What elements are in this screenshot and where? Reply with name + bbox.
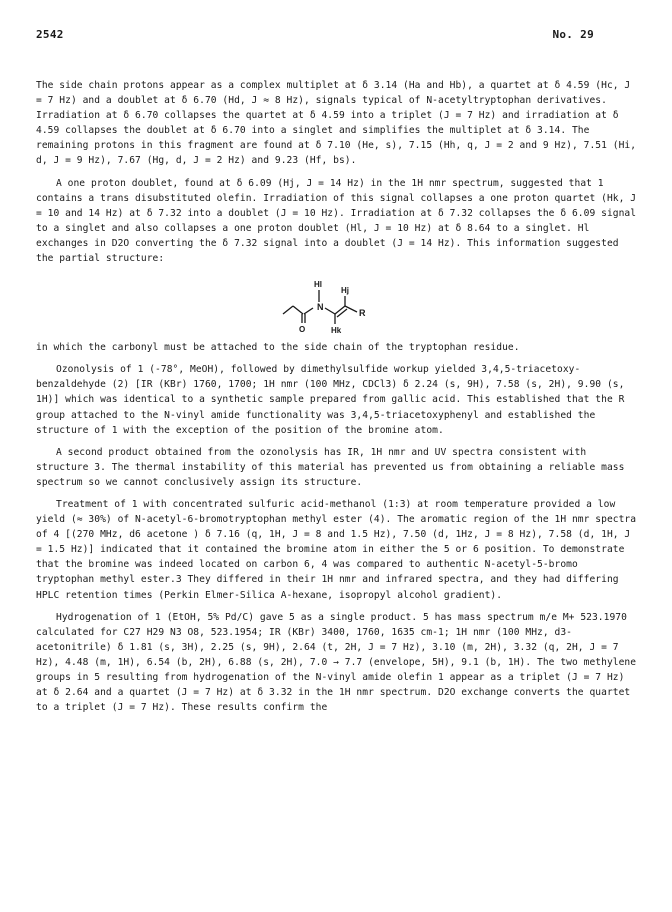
h-top-label: Hl bbox=[314, 280, 322, 290]
h-vinyl-top-label: Hj bbox=[341, 286, 349, 296]
paragraph-second-product: A second product obtained from the ozonolysis has IR, 1H nmr and UV spectra consistent with structure 3. The thermal instability of this material has prevented us from obtaining a reliable mass spectrum so we cannot conclusively assign its structure. bbox=[36, 446, 625, 488]
partial-structure-figure bbox=[36, 272, 638, 340]
paragraph-hydrogenation: Hydrogenation of 1 (EtOH, 5% Pd/C) gave 5 as a single product. 5 has mass spectrum m/e M+ 523.1970 calculated for C27 H29 N3 O8, 523.1954; IR (KBr) 3400, 1760, 1635 cm-1; 1H nmr (100 MHz, d3-acetonitrile) δ 1.81 (s, 3H), 2.25 (s, 9H), 2.64 (t, 2H, J = 7 Hz), 3.10 (m, 2H), 3.32 (q, 2H, J = 7 Hz), 4.48 (m, 1H), 6.54 (b, 2H), 6.88 (s, 2H), 7.0 → 7.7 (envelope, 5H), 9.1 (b, 1H). The two methylene groups in 5 resulting from hydrogenation of the N-vinyl amide olefin 1 appear as a triplet (J = 7 Hz) at δ 2.64 and a quartet (J = 7 Hz) at δ 3.32 in the 1H nmr spectrum. D2O exchange converts the quartet to a triplet (J = 7 Hz). These results confirm the bbox=[36, 611, 637, 714]
paragraph-acid-treatment: Treatment of 1 with concentrated sulfuric acid-methanol (1:3) at room temperature provided a low yield (≈ 30%) of N-acetyl-6-bromotryptophan methyl ester (4). The aromatic region of the 1H nmr spectra of 4 [(270 MHz, d6 acetone ) δ 7.16 (q, 1H, J = 8 and 1.5 Hz), 7.50 (d, 1Hz, J = 8 Hz), 7.58 (d, 1H, J = 1.5 Hz)] indicated that it contained the bromine atom in either the 5 or 6 position. To demonstrate that the bromine was indeed located on carbon 6, 4 was compared to authentic N-acetyl-5-bromo tryptophan methyl ester.3 They differed in their 1H nmr and infrared spectra, and they had differing HPLC retention times (Perkin Elmer-Silica A-hexane, isopropyl alcohol gradient). bbox=[36, 498, 637, 601]
n-atom-label: N bbox=[317, 302, 324, 313]
paragraph-side-chain: The side chain protons appear as a complex multiplet at δ 3.14 (Ha and Hb), a quartet at δ 4.59 (Hc, J = 7 Hz) and a doublet at δ 6.70 (Hd, J ≈ 8 Hz), signals typical of N-acetyltryptophan derivatives. Irradiation at δ 6.70 collapses the quartet at δ 4.59 into a triplet (J = 7 Hz) and irradiation at δ 4.59 collapses the doublet at δ 6.70 into a singlet and simplifies the multiplet at δ 3.14. The remaining protons in this fragment are found at δ 7.10 (He, s), 7.15 (Hh, q, J = 2 and 9 Hz), 7.51 (Hi, d, J = 9 Hz), 7.67 (Hg, d, J = 2 Hz) and 9.23 (Hf, bs). bbox=[36, 80, 637, 167]
h-vinyl-bottom-label: Hk bbox=[331, 326, 342, 336]
paragraph-ozonolysis: Ozonolysis of 1 (-78°, MeOH), followed by dimethylsulfide workup yielded 3,4,5-triacetoxy-benzaldehyde (2) [IR (KBr) 1760, 1700; 1H nmr (100 MHz, CDCl3) δ 2.24 (s, 9H), 7.58 (s, 2H), 9.90 (s, 1H)] which was identical to a synthetic sample prepared from gallic acid. This established that the R group attached to the N-vinyl amide functionality was 3,4,5-triacetoxyphenyl and established the structure of 1 with the exception of the position of the bromine atom. bbox=[36, 364, 625, 436]
partial-structure-drawing bbox=[273, 272, 383, 338]
page-body bbox=[36, 78, 638, 715]
paragraph-carbonyl: in which the carbonyl must be attached to the side chain of the tryptophan residue. bbox=[36, 342, 520, 354]
r-group-label: R bbox=[359, 308, 366, 319]
page-number: 2542 bbox=[36, 28, 64, 41]
issue-number: No. 29 bbox=[552, 28, 594, 41]
o-atom-label: O bbox=[299, 325, 306, 335]
paragraph-olefin: A one proton doublet, found at δ 6.09 (Hj, J = 14 Hz) in the 1H nmr spectrum, suggested that 1 contains a trans disubstituted olefin. Irradiation of this signal collapses a one proton quartet (Hk, J = 10 and 14 Hz) at δ 7.32 into a doublet (J = 10 Hz). Irradiation at δ 7.32 collapses the δ 6.09 signal to a singlet and also collapses a one proton doublet (Hl, J = 10 Hz) at δ 8.64 to a singlet. Hl exchanges in D2O converting the δ 7.32 signal into a doublet (J = 14 Hz). This information suggested the partial structure: bbox=[36, 177, 637, 265]
